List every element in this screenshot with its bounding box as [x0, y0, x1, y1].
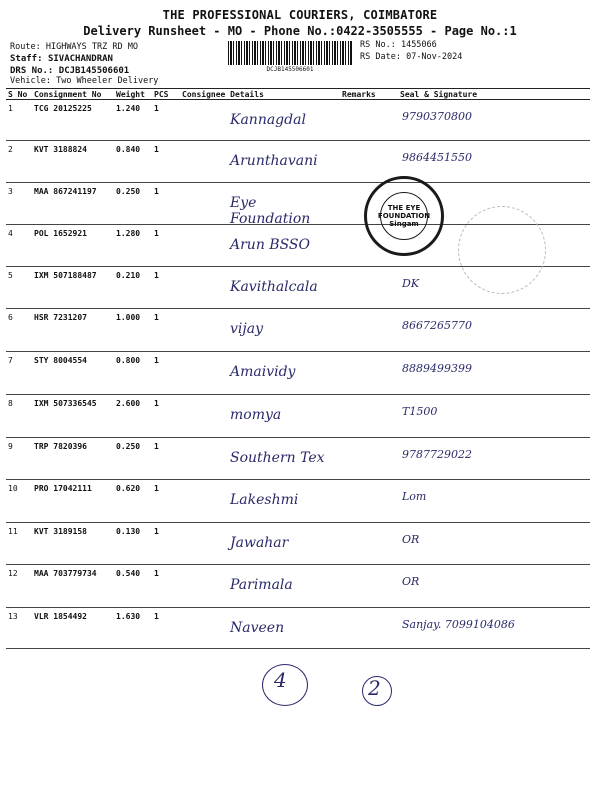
signature-cell: [398, 352, 590, 395]
signature-cell: [398, 141, 590, 183]
staff-value: SIVACHANDRAN: [47, 54, 113, 64]
staff-line: [10, 54, 113, 64]
footer-number-2: 2: [368, 676, 381, 700]
consignee-handwriting: Jawahar: [230, 535, 289, 551]
rs-date-label: RS Date:: [360, 52, 401, 62]
consignee-cell: [180, 523, 340, 565]
col-consignment: Consignment No: [32, 89, 114, 100]
consignment-cell: KVT 3188824: [32, 141, 114, 183]
consignee-cell: [180, 395, 340, 438]
table-row: [6, 480, 590, 523]
remarks-cell: [340, 141, 398, 183]
consignment-cell: IXM 507336545: [32, 395, 114, 438]
signature-cell: [398, 480, 590, 523]
consignee-handwriting: Kannagdal: [230, 112, 306, 128]
consignee-cell: [180, 608, 340, 649]
sno-cell: 5: [6, 267, 32, 309]
consignee-cell: [180, 438, 340, 480]
sno-cell: 9: [6, 438, 32, 480]
consignee-handwriting: Naveen: [230, 620, 285, 636]
seal-text: THE EYE FOUNDATION Singam: [377, 204, 431, 228]
col-consignee: Consignee Details: [180, 89, 340, 100]
rs-no-value: 1455066: [400, 40, 437, 50]
remarks-cell: [340, 267, 398, 309]
consignee-cell: [180, 183, 340, 225]
weight-cell: 0.130: [114, 523, 152, 565]
signature-handwriting: OR: [402, 533, 420, 546]
consignment-cell: MAA 703779734: [32, 565, 114, 608]
faint-seal: [458, 206, 546, 294]
drs-label: DRS No.:: [10, 66, 54, 76]
pcs-cell: 1: [152, 352, 180, 395]
consignee-cell: [180, 480, 340, 523]
sno-cell: 6: [6, 309, 32, 352]
sno-cell: 7: [6, 352, 32, 395]
signature-cell: [398, 309, 590, 352]
weight-cell: 0.210: [114, 267, 152, 309]
weight-cell: 1.000: [114, 309, 152, 352]
rs-no-line: [360, 40, 437, 50]
signature-cell: [398, 100, 590, 141]
weight-cell: 0.250: [114, 183, 152, 225]
pcs-cell: 1: [152, 565, 180, 608]
sno-cell: 13: [6, 608, 32, 649]
consignment-cell: HSR 7231207: [32, 309, 114, 352]
remarks-cell: [340, 395, 398, 438]
pcs-cell: 1: [152, 100, 180, 141]
sno-cell: 2: [6, 141, 32, 183]
drs-line: [10, 66, 129, 76]
sno-cell: 1: [6, 100, 32, 141]
consignee-cell: [180, 267, 340, 309]
signature-handwriting: Sanjay. 7099104086: [402, 618, 515, 631]
pcs-cell: 1: [152, 225, 180, 267]
weight-cell: 0.840: [114, 141, 152, 183]
vehicle-value: Two Wheeler Delivery: [56, 76, 159, 86]
table-row: [6, 523, 590, 565]
pcs-cell: 1: [152, 480, 180, 523]
company-title: THE PROFESSIONAL COURIERS, COIMBATORE: [162, 8, 438, 22]
signature-handwriting: 9787729022: [402, 448, 472, 461]
consignee-cell: [180, 141, 340, 183]
rs-date-line: [360, 52, 462, 62]
rs-date-value: 07-Nov-2024: [406, 52, 463, 62]
table-row: [6, 352, 590, 395]
signature-handwriting: OR: [402, 575, 420, 588]
signature-handwriting: 8889499399: [402, 362, 472, 375]
table-header: [6, 89, 590, 100]
pcs-cell: 1: [152, 395, 180, 438]
signature-handwriting: 9790370800: [402, 110, 472, 123]
barcode-text: DCJB145506601: [266, 66, 314, 73]
signature-handwriting: 8667265770: [402, 319, 472, 332]
remarks-cell: [340, 309, 398, 352]
col-weight: Weight: [114, 89, 152, 100]
staff-label: Staff:: [10, 54, 43, 64]
consignee-handwriting: Amaividy: [230, 364, 296, 380]
consignee-handwriting: Southern Tex: [230, 450, 325, 466]
rs-no-label: RS No.:: [360, 40, 396, 50]
table-row: [6, 608, 590, 649]
table-row: [6, 100, 590, 141]
signature-handwriting: T1500: [402, 405, 438, 418]
consignee-handwriting: Kavithalcala: [230, 279, 318, 295]
route-label: Route:: [10, 42, 41, 52]
signature-handwriting: DK: [402, 277, 420, 290]
pcs-cell: 1: [152, 309, 180, 352]
consignee-cell: [180, 100, 340, 141]
consignment-cell: IXM 507188487: [32, 267, 114, 309]
col-remarks: Remarks: [340, 89, 398, 100]
consignment-cell: TCG 20125225: [32, 100, 114, 141]
consignment-cell: KVT 3189158: [32, 523, 114, 565]
pcs-cell: 1: [152, 608, 180, 649]
vehicle-line: [10, 76, 158, 86]
remarks-cell: [340, 565, 398, 608]
weight-cell: 1.240: [114, 100, 152, 141]
remarks-cell: [340, 523, 398, 565]
table-row: [6, 141, 590, 183]
eye-foundation-seal: [364, 176, 444, 256]
weight-cell: 1.280: [114, 225, 152, 267]
vehicle-label: Vehicle:: [10, 76, 51, 86]
signature-handwriting: Lom: [402, 490, 427, 503]
route-line: [10, 42, 138, 52]
weight-cell: 2.600: [114, 395, 152, 438]
signature-cell: [398, 523, 590, 565]
consignment-cell: MAA 867241197: [32, 183, 114, 225]
consignee-handwriting: Arunthavani: [230, 153, 318, 169]
pcs-cell: 1: [152, 183, 180, 225]
sno-cell: 3: [6, 183, 32, 225]
remarks-cell: [340, 438, 398, 480]
table-row: [6, 438, 590, 480]
table-row: [6, 565, 590, 608]
consignee-cell: [180, 309, 340, 352]
signature-cell: [398, 395, 590, 438]
weight-cell: 0.540: [114, 565, 152, 608]
barcode: [228, 41, 352, 65]
route-value: HIGHWAYS TRZ RD MO: [45, 42, 138, 52]
pcs-cell: 1: [152, 141, 180, 183]
sno-cell: 12: [6, 565, 32, 608]
consignee-handwriting: Lakeshmi: [230, 492, 299, 508]
signature-cell: [398, 438, 590, 480]
col-sno: S No: [6, 89, 32, 100]
consignee-cell: [180, 565, 340, 608]
consignment-cell: STY 8004554: [32, 352, 114, 395]
table-row: [6, 395, 590, 438]
consignee-cell: [180, 352, 340, 395]
footer-number-1: 4: [274, 668, 287, 692]
consignee-handwriting: Arun BSSO: [230, 237, 310, 253]
consignment-cell: TRP 7820396: [32, 438, 114, 480]
signature-cell: [398, 565, 590, 608]
sno-cell: 10: [6, 480, 32, 523]
remarks-cell: [340, 608, 398, 649]
consignee-handwriting: Parimala: [230, 577, 293, 593]
signature-cell: [398, 608, 590, 649]
weight-cell: 0.250: [114, 438, 152, 480]
col-seal: Seal & Signature: [398, 89, 590, 100]
remarks-cell: [340, 352, 398, 395]
consignment-cell: PRO 17042111: [32, 480, 114, 523]
consignee-handwriting: momya: [230, 407, 282, 423]
remarks-cell: [340, 480, 398, 523]
weight-cell: 1.630: [114, 608, 152, 649]
consignee-handwriting: vijay: [230, 321, 263, 337]
sno-cell: 4: [6, 225, 32, 267]
pcs-cell: 1: [152, 438, 180, 480]
runsheet-subtitle: Delivery Runsheet - MO - Phone No.:0422-3505555 - Page No.:1: [83, 24, 517, 38]
weight-cell: 0.800: [114, 352, 152, 395]
pcs-cell: 1: [152, 267, 180, 309]
sno-cell: 8: [6, 395, 32, 438]
remarks-cell: [340, 100, 398, 141]
col-pcs: PCS: [152, 89, 180, 100]
weight-cell: 0.620: [114, 480, 152, 523]
runsheet-table: [6, 88, 590, 649]
table-row: [6, 309, 590, 352]
signature-handwriting: 9864451550: [402, 151, 472, 164]
pcs-cell: 1: [152, 523, 180, 565]
consignment-cell: VLR 1854492: [32, 608, 114, 649]
consignee-cell: [180, 225, 340, 267]
consignee-handwriting: Eye Foundation: [230, 195, 311, 227]
consignment-cell: POL 1652921: [32, 225, 114, 267]
drs-value: DCJB145506601: [58, 66, 130, 76]
sno-cell: 11: [6, 523, 32, 565]
